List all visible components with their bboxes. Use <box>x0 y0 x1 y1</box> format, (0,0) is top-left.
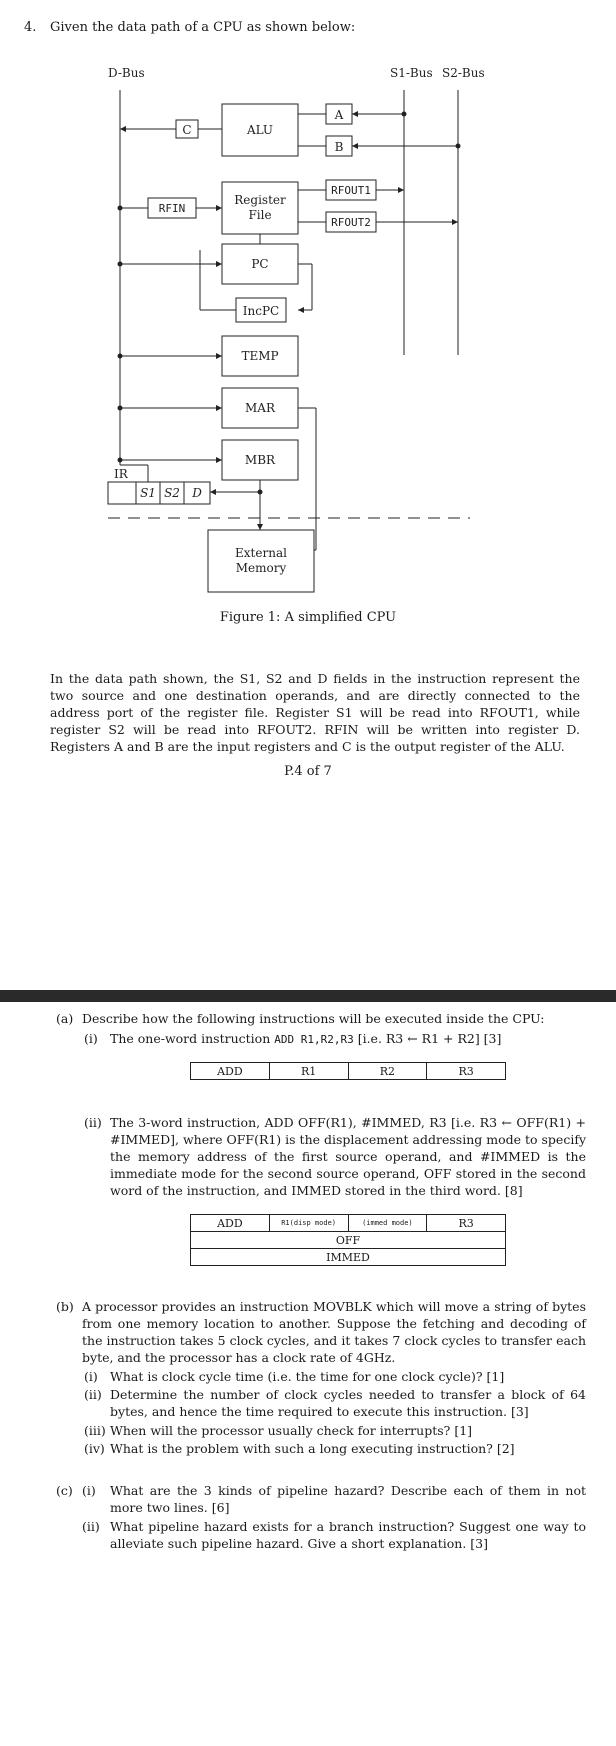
format1-opcode: ADD <box>191 1063 270 1080</box>
part-b-text: A processor provides an instruction MOVBLK which will move a string of bytes from one memory location to another. Suppose the fetching and decoding of the instruction takes 5 clock cycles, and it takes 7 clock cycles to transfer each byte, and the processor has a clock rate of 4GHz. <box>82 1299 586 1365</box>
part-a-i-code: ADD R1,R2,R3 <box>274 1033 354 1046</box>
s1-bus-label: S1-Bus <box>390 66 433 80</box>
part-a-i-text-pre: The one-word instruction <box>110 1031 271 1046</box>
part-a-ii-label: (ii) <box>84 1115 102 1130</box>
part-a-i-text-post: [i.e. R3 ← R1 + R2] [3] <box>357 1031 502 1046</box>
exam-page-5 <box>0 1002 616 1746</box>
mbr-label: MBR <box>244 453 276 467</box>
page-number: P.4 of 7 <box>284 764 332 779</box>
figure-caption: Figure 1: A simplified CPU <box>219 610 397 625</box>
temp-label: TEMP <box>241 349 279 363</box>
external-memory-label-1: External <box>235 546 287 560</box>
reg-a-label: A <box>334 108 344 122</box>
ir-d-field: D <box>192 486 202 500</box>
instruction-format-table-1 <box>190 1062 506 1080</box>
part-b-label: (b) <box>56 1299 74 1314</box>
part-b-i-label: (i) <box>84 1369 98 1384</box>
register-file-label-1: Register <box>234 193 286 207</box>
part-b-i-text: What is clock cycle time (i.e. the time for one clock cycle)? [1] <box>110 1369 505 1384</box>
part-b-iii-text: When will the processor usually check for interrupts? [1] <box>110 1423 473 1438</box>
incpc-label: IncPC <box>242 304 280 318</box>
format1-r3: R3 <box>427 1063 506 1080</box>
format2-src1-mode: R1(disp mode) <box>269 1215 348 1232</box>
mar-label: MAR <box>245 401 275 415</box>
ir-s2-field: S2 <box>164 486 180 500</box>
reg-c-label: C <box>182 123 192 137</box>
part-b-iv-label: (iv) <box>84 1441 105 1456</box>
format2-immed-word: IMMED <box>191 1249 506 1266</box>
part-a-i-line <box>110 1030 590 1048</box>
ir-s1-field: S1 <box>140 486 156 500</box>
page-separator <box>0 990 616 1002</box>
format2-opcode: ADD <box>191 1215 270 1232</box>
pc-label: PC <box>251 257 269 271</box>
rfout2-label: RFOUT2 <box>331 216 371 229</box>
register-file-label-2: File <box>248 208 272 222</box>
part-c-ii-label: (ii) <box>82 1519 100 1534</box>
rfout1-label: RFOUT1 <box>331 184 371 197</box>
ir-label: IR <box>114 467 128 481</box>
reg-b-label: B <box>334 140 344 154</box>
part-a-ii-text: The 3-word instruction, ADD OFF(R1), #IMMED, R3 [i.e. R3 ← OFF(R1) + #IMMED], where OFF(R1) is the displacement addressing mode to specify the memory address of the first source operand, and #IMMED is the immediate mode for the second source operand, OFF stored in the second word of the instruction, and IMMED stored in the third word. [8] <box>110 1115 587 1198</box>
part-a-i-label: (i) <box>84 1031 98 1046</box>
part-c-label: (c) <box>56 1483 73 1498</box>
rfin-label: RFIN <box>158 202 186 215</box>
d-bus-label: D-Bus <box>108 66 145 80</box>
instruction-format-table-2 <box>190 1214 506 1266</box>
part-b-ii-text: Determine the number of clock cycles needed to transfer a block of 64 bytes, and hence the time required to execute this instruction. [3] <box>110 1387 586 1419</box>
format2-src2-mode: (immed mode) <box>348 1215 427 1232</box>
part-b-iii-label: (iii) <box>84 1423 106 1438</box>
format2-off-word: OFF <box>191 1232 506 1249</box>
part-b-iv-text: What is the problem with such a long executing instruction? [2] <box>110 1441 515 1456</box>
format2-dest: R3 <box>427 1215 506 1232</box>
part-c-ii-text: What pipeline hazard exists for a branch instruction? Suggest one way to alleviate such pipeline hazard. Give a short explanation. [3] <box>110 1519 586 1551</box>
s2-bus-label: S2-Bus <box>442 66 485 80</box>
format1-r1: R1 <box>269 1063 348 1080</box>
part-a-text: Describe how the following instructions will be executed inside the CPU: <box>82 1011 545 1026</box>
question-intro: Given the data path of a CPU as shown below: <box>50 20 356 35</box>
part-c-i-text: What are the 3 kinds of pipeline hazard? Describe each of them in not more two lines. [6] <box>110 1483 586 1515</box>
format1-r2: R2 <box>348 1063 427 1080</box>
alu-label: ALU <box>246 123 274 137</box>
part-c-i-label: (i) <box>82 1483 96 1498</box>
part-b-ii-label: (ii) <box>84 1387 102 1402</box>
part-a-label: (a) <box>56 1011 74 1026</box>
datapath-description: In the data path shown, the S1, S2 and D fields in the instruction represent the two source and one destination operands, and are directly connected to the address port of the register file. Register S1 will be read into RFOUT1, while register S2 will be read into RFOUT2. RFIN will be written into register D. Registers A and B are the input registers and C is the output register of the ALU. <box>50 671 580 754</box>
external-memory-label-2: Memory <box>235 561 287 575</box>
question-number: 4. <box>24 20 37 35</box>
cpu-datapath-diagram <box>0 60 616 620</box>
